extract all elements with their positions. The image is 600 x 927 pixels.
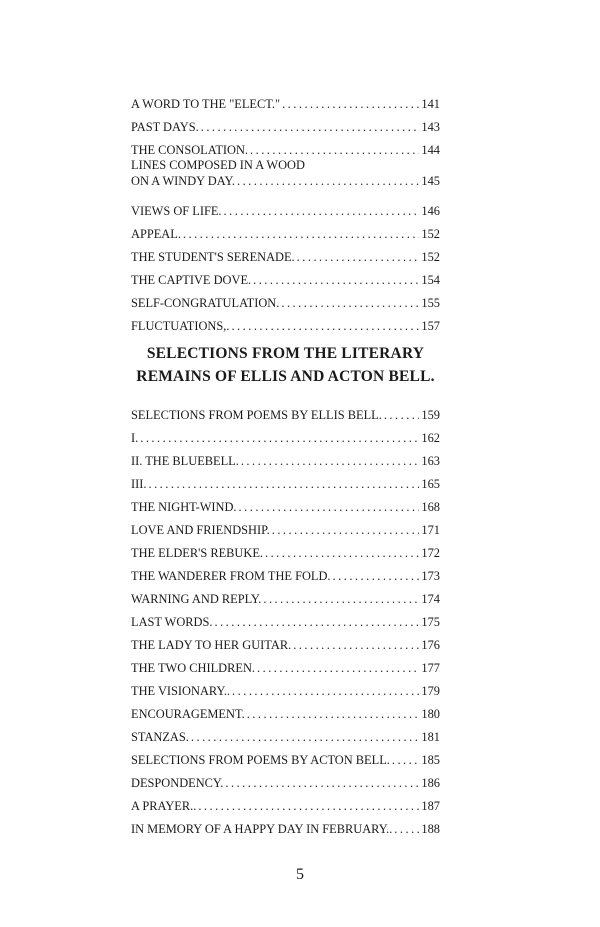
toc-entry-page: 152 xyxy=(421,250,440,264)
dot-leader xyxy=(214,615,419,630)
toc-entry-title: THE WANDERER FROM THE FOLD. xyxy=(131,569,331,583)
toc-entry xyxy=(131,745,440,768)
toc-entry-page: 174 xyxy=(421,592,440,606)
dot-leader xyxy=(198,799,419,814)
toc-entry-title: THE STUDENT'S SERENADE. xyxy=(131,250,295,264)
toc-entry-title: THE NIGHT-WIND. xyxy=(131,500,237,514)
toc-entry xyxy=(131,219,440,242)
toc-entries-before xyxy=(131,89,440,334)
toc-entry-title: LAST WORDS. xyxy=(131,615,213,629)
dot-leader xyxy=(239,500,420,515)
section-heading-line1: SELECTIONS FROM THE LITERARY xyxy=(146,345,425,362)
dot-leader xyxy=(394,822,419,837)
toc-entry-title: I. xyxy=(131,431,139,445)
toc-entry xyxy=(131,814,440,837)
toc-entry xyxy=(131,242,440,265)
dot-leader xyxy=(140,431,419,446)
toc-entry xyxy=(131,196,440,219)
section-heading-line2: REMAINS OF ELLIS AND ACTON BELL. xyxy=(136,368,435,385)
toc-entry-title: ENCOURAGEMENT. xyxy=(131,707,245,721)
toc-entry-title: IN MEMORY OF A HAPPY DAY IN FEBRUARY.. xyxy=(131,822,393,836)
toc-entry xyxy=(131,630,440,653)
dot-leader xyxy=(297,250,420,265)
dot-leader xyxy=(241,454,420,469)
toc-entry xyxy=(131,515,440,538)
toc-entry-page: 144 xyxy=(421,143,440,157)
toc-entry xyxy=(131,676,440,699)
toc-entry-page: 159 xyxy=(421,408,440,422)
toc-entry xyxy=(131,265,440,288)
toc-entry-title: LINES COMPOSED IN A WOOD xyxy=(131,158,305,172)
toc-entry xyxy=(131,469,440,492)
toc-entry xyxy=(131,446,440,469)
toc-entry-page: 176 xyxy=(421,638,440,652)
dot-leader xyxy=(293,638,419,653)
toc-entry-title: SELECTIONS FROM POEMS BY ACTON BELL. xyxy=(131,753,390,767)
dot-leader xyxy=(148,477,419,492)
toc-entry-page: 173 xyxy=(421,569,440,583)
toc-entry-page: 186 xyxy=(421,776,440,790)
toc-entry-title: STANZAS. xyxy=(131,730,189,744)
dot-leader xyxy=(231,319,419,334)
dot-leader xyxy=(392,753,420,768)
dot-leader xyxy=(232,684,419,699)
dot-leader xyxy=(384,408,420,423)
dot-leader xyxy=(183,227,419,242)
toc-entry-title: III. xyxy=(131,477,147,491)
toc-entry-title: II. THE BLUEBELL. xyxy=(131,454,239,468)
toc-entry-page: 145 xyxy=(421,174,440,188)
dot-leader xyxy=(253,273,419,288)
toc-entry-page: 154 xyxy=(421,273,440,287)
toc-entry xyxy=(131,135,440,158)
toc-entry xyxy=(131,158,440,196)
toc-entry-page: 171 xyxy=(421,523,440,537)
toc-entry-page: 141 xyxy=(421,97,440,111)
dot-leader xyxy=(225,776,419,791)
toc-entry xyxy=(131,653,440,676)
toc-entry-page: 172 xyxy=(421,546,440,560)
toc-entry-title-continued: ON A WINDY DAY. xyxy=(131,174,235,188)
dot-leader xyxy=(282,97,419,112)
toc-entry-page: 157 xyxy=(421,319,440,333)
section-heading xyxy=(101,342,470,388)
toc-entry xyxy=(131,791,440,814)
toc-entry-page: 168 xyxy=(421,500,440,514)
dot-leader xyxy=(250,143,419,158)
toc-entry xyxy=(131,400,440,423)
toc-entry xyxy=(131,699,440,722)
toc-entry-page: 187 xyxy=(421,799,440,813)
toc-entry xyxy=(131,492,440,515)
dot-leader xyxy=(247,707,420,722)
toc-entry-title: FLUCTUATIONS,. xyxy=(131,319,230,333)
toc-entry-page: 146 xyxy=(421,204,440,218)
toc-entry xyxy=(131,288,440,311)
toc-entry-page: 165 xyxy=(421,477,440,491)
dot-leader xyxy=(265,546,419,561)
toc-entry xyxy=(131,561,440,584)
dot-leader xyxy=(281,296,419,311)
toc-entry-title: VIEWS OF LIFE. xyxy=(131,204,222,218)
toc-entry-page: 162 xyxy=(421,431,440,445)
toc-entry-title: THE CAPTIVE DOVE. xyxy=(131,273,252,287)
toc-entry xyxy=(131,722,440,745)
toc-entry-title: APPEAL. xyxy=(131,227,181,241)
toc-entry-page: 152 xyxy=(421,227,440,241)
toc-entry-page: 185 xyxy=(421,753,440,767)
toc-entry xyxy=(131,584,440,607)
toc-entry-page: 175 xyxy=(421,615,440,629)
page-number: 5 xyxy=(296,866,304,883)
toc-entry-title: THE TWO CHILDREN. xyxy=(131,661,256,675)
toc-entry xyxy=(131,89,440,112)
toc-entry xyxy=(131,538,440,561)
toc-entry-page: 180 xyxy=(421,707,440,721)
dot-leader xyxy=(201,120,420,135)
toc-entry-page: 143 xyxy=(421,120,440,134)
toc-entries-after xyxy=(131,400,440,837)
toc-entry xyxy=(131,112,440,135)
table-of-contents xyxy=(131,89,440,837)
dot-leader xyxy=(263,592,419,607)
dot-leader xyxy=(272,523,420,538)
toc-entry-page: 163 xyxy=(421,454,440,468)
dot-leader xyxy=(257,661,419,676)
toc-entry xyxy=(131,768,440,791)
dot-leader xyxy=(224,204,420,219)
toc-entry-title: LOVE AND FRIENDSHIP. xyxy=(131,523,270,537)
toc-entry xyxy=(131,311,440,334)
toc-entry-page: 188 xyxy=(421,822,440,836)
toc-entry-title: DESPONDENCY. xyxy=(131,776,224,790)
toc-entry-page: 155 xyxy=(421,296,440,310)
toc-entry-title: A PRAYER.. xyxy=(131,799,197,813)
dot-leader xyxy=(333,569,420,584)
toc-entry-page: 177 xyxy=(421,661,440,675)
dot-leader xyxy=(191,730,420,745)
dot-leader xyxy=(237,174,419,189)
toc-entry-title: PAST DAYS. xyxy=(131,120,199,134)
toc-entry-title: THE ELDER'S REBUKE. xyxy=(131,546,263,560)
toc-entry-title: WARNING AND REPLY. xyxy=(131,592,262,606)
toc-entry xyxy=(131,607,440,630)
toc-entry-page: 181 xyxy=(421,730,440,744)
toc-entry-title: THE LADY TO HER GUITAR. xyxy=(131,638,292,652)
toc-entry-title: THE CONSOLATION. xyxy=(131,143,249,157)
toc-entry-title: THE VISIONARY.. xyxy=(131,684,231,698)
toc-entry xyxy=(131,423,440,446)
toc-entry-title: SELECTIONS FROM POEMS BY ELLIS BELL. xyxy=(131,408,382,422)
toc-entry-page: 179 xyxy=(421,684,440,698)
toc-entry-title: SELF-CONGRATULATION. xyxy=(131,296,280,310)
toc-entry-title: A WORD TO THE "ELECT." xyxy=(131,97,281,111)
